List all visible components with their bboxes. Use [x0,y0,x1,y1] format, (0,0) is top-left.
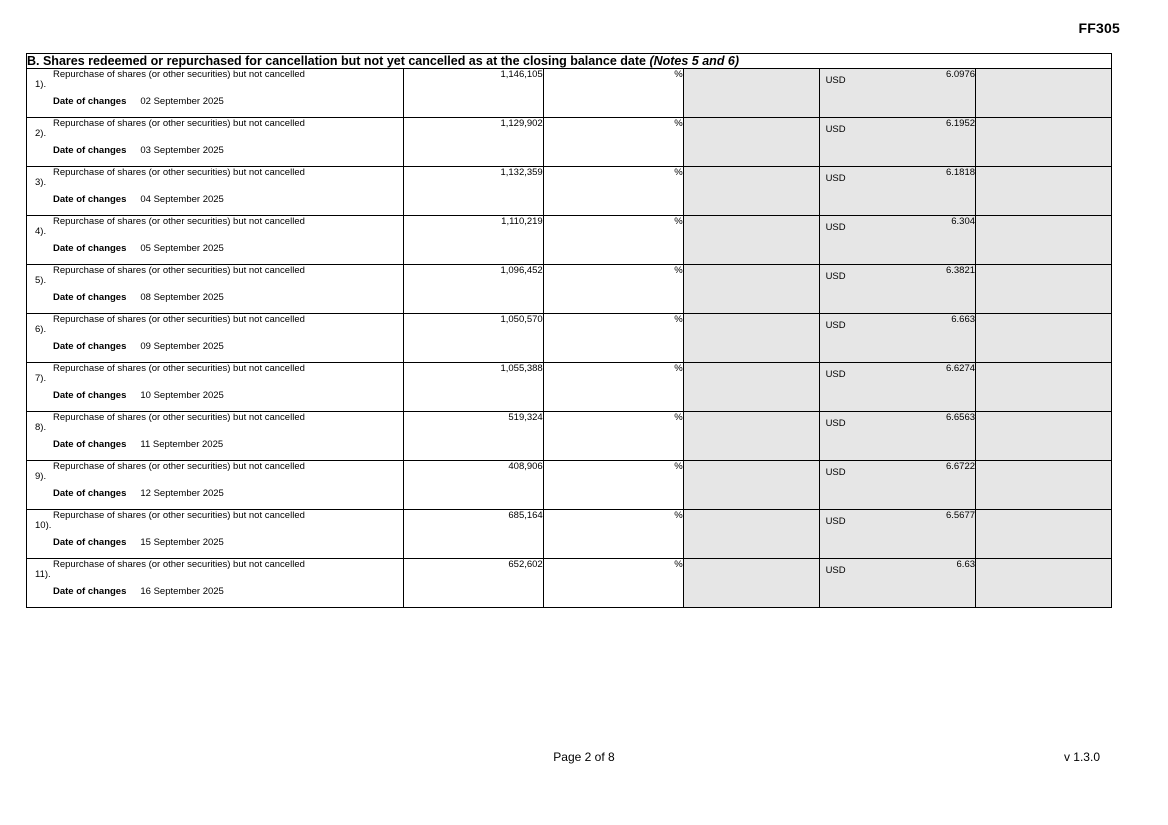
row-blank-cell-1 [683,314,819,363]
row-description-cell [27,461,404,510]
row-currency-cell [819,412,975,461]
row-quantity-cell: 1,055,388 [403,363,543,412]
date-of-changes-label: Date of changes [53,586,127,597]
shares-table [26,53,1112,608]
row-quantity-cell: 1,146,105 [403,69,543,118]
row-index: 5). [35,275,47,286]
row-amount-value: 6.663 [951,314,976,325]
table-section-header-row [27,54,1112,69]
table-row [27,363,1112,412]
table-row [27,118,1112,167]
row-description-text: Repurchase of shares (or other securities) but not cancelled [53,265,305,276]
row-index: 10). [35,520,52,531]
row-percent-cell: % [543,118,683,167]
row-blank-cell-2 [976,559,1112,608]
date-of-changes-line [27,537,403,548]
table-row [27,314,1112,363]
row-index: 9). [35,471,47,482]
row-currency-cell [819,265,975,314]
date-of-changes-value: 03 September 2025 [140,145,224,156]
date-of-changes-label: Date of changes [53,537,127,548]
date-of-changes-label: Date of changes [53,145,127,156]
row-description-text: Repurchase of shares (or other securities) but not cancelled [53,69,305,80]
row-currency-code: USD [825,467,846,478]
date-of-changes-value: 09 September 2025 [140,341,224,352]
date-of-changes-value: 16 September 2025 [140,586,224,597]
table-row [27,510,1112,559]
form-code: FF305 [1078,20,1120,36]
row-currency-code: USD [825,75,846,86]
row-blank-cell-2 [976,412,1112,461]
date-of-changes-value: 08 September 2025 [140,292,224,303]
row-amount-value: 6.304 [951,216,976,227]
row-quantity-cell: 1,110,219 [403,216,543,265]
date-of-changes-label: Date of changes [53,439,127,450]
footer-page-number: Page 2 of 8 [553,750,615,764]
row-amount-value: 6.6563 [945,412,976,423]
section-title: B. Shares redeemed or repurchased for cancellation but not yet cancelled as at the closing balance date [27,54,646,68]
date-of-changes-line [27,586,403,597]
row-percent-cell: % [543,314,683,363]
row-percent-cell: % [543,167,683,216]
row-percent-cell: % [543,412,683,461]
row-index: 7). [35,373,47,384]
date-of-changes-line [27,292,403,303]
row-blank-cell-2 [976,363,1112,412]
row-amount-value: 6.1952 [945,118,976,129]
row-percent-cell: % [543,461,683,510]
shares-table-container [26,53,1112,608]
row-percent-cell: % [543,559,683,608]
date-of-changes-line [27,194,403,205]
row-quantity-cell: 1,132,359 [403,167,543,216]
row-percent-cell: % [543,363,683,412]
date-of-changes-label: Date of changes [53,96,127,107]
row-blank-cell-2 [976,167,1112,216]
date-of-changes-label: Date of changes [53,488,127,499]
row-blank-cell-2 [976,69,1112,118]
date-of-changes-line [27,145,403,156]
row-currency-code: USD [825,124,846,135]
row-description-cell [27,412,404,461]
row-index: 2). [35,128,47,139]
section-header-cell [27,54,1112,69]
row-currency-cell [819,559,975,608]
date-of-changes-value: 10 September 2025 [140,390,224,401]
date-of-changes-label: Date of changes [53,194,127,205]
date-of-changes-line [27,243,403,254]
date-of-changes-line [27,488,403,499]
row-description-text: Repurchase of shares (or other securities) but not cancelled [53,461,305,472]
row-currency-cell [819,167,975,216]
row-index: 6). [35,324,47,335]
date-of-changes-value: 15 September 2025 [140,537,224,548]
row-blank-cell-1 [683,118,819,167]
row-blank-cell-1 [683,510,819,559]
row-description-text: Repurchase of shares (or other securities) but not cancelled [53,363,305,374]
date-of-changes-value: 12 September 2025 [140,488,224,499]
date-of-changes-label: Date of changes [53,243,127,254]
row-currency-cell [819,510,975,559]
row-amount-value: 6.63 [956,559,976,570]
row-index: 4). [35,226,47,237]
row-currency-cell [819,216,975,265]
date-of-changes-value: 02 September 2025 [140,96,224,107]
row-blank-cell-1 [683,559,819,608]
row-blank-cell-2 [976,314,1112,363]
row-quantity-cell: 1,050,570 [403,314,543,363]
row-description-text: Repurchase of shares (or other securities) but not cancelled [53,412,305,423]
row-amount-value: 6.5677 [945,510,976,521]
row-quantity-cell: 652,602 [403,559,543,608]
row-blank-cell-1 [683,461,819,510]
row-blank-cell-2 [976,510,1112,559]
row-description-text: Repurchase of shares (or other securities) but not cancelled [53,559,305,570]
row-currency-code: USD [825,222,846,233]
row-description-text: Repurchase of shares (or other securities) but not cancelled [53,118,305,129]
date-of-changes-value: 05 September 2025 [140,243,224,254]
row-currency-code: USD [825,418,846,429]
row-currency-code: USD [825,369,846,380]
row-description-cell [27,265,404,314]
row-description-cell [27,559,404,608]
row-quantity-cell: 1,129,902 [403,118,543,167]
row-amount-value: 6.3821 [945,265,976,276]
date-of-changes-line [27,390,403,401]
row-blank-cell-1 [683,69,819,118]
row-currency-code: USD [825,516,846,527]
row-currency-cell [819,363,975,412]
row-amount-value: 6.6274 [945,363,976,374]
row-description-cell [27,314,404,363]
date-of-changes-label: Date of changes [53,292,127,303]
row-amount-value: 6.0976 [945,69,976,80]
row-percent-cell: % [543,69,683,118]
row-quantity-cell: 408,906 [403,461,543,510]
row-description-cell [27,510,404,559]
row-quantity-cell: 1,096,452 [403,265,543,314]
table-row [27,412,1112,461]
row-description-text: Repurchase of shares (or other securities) but not cancelled [53,216,305,227]
row-currency-cell [819,461,975,510]
row-index: 11). [35,569,51,580]
row-description-text: Repurchase of shares (or other securities) but not cancelled [53,510,305,521]
row-percent-cell: % [543,510,683,559]
row-percent-cell: % [543,216,683,265]
row-percent-cell: % [543,265,683,314]
row-blank-cell-1 [683,265,819,314]
section-notes: (Notes 5 and 6) [649,54,740,68]
date-of-changes-line [27,96,403,107]
row-index: 3). [35,177,47,188]
footer-version: v 1.3.0 [1063,750,1100,764]
table-row [27,216,1112,265]
row-currency-cell [819,314,975,363]
row-description-text: Repurchase of shares (or other securities) but not cancelled [53,167,305,178]
row-description-cell [27,363,404,412]
row-amount-value: 6.1818 [945,167,976,178]
table-row [27,69,1112,118]
row-quantity-cell: 519,324 [403,412,543,461]
row-blank-cell-1 [683,363,819,412]
row-currency-cell [819,69,975,118]
row-currency-code: USD [825,173,846,184]
row-description-cell [27,69,404,118]
date-of-changes-line [27,341,403,352]
row-currency-code: USD [825,271,846,282]
row-index: 1). [35,79,47,90]
row-amount-value: 6.6722 [945,461,976,472]
row-currency-cell [819,118,975,167]
date-of-changes-value: 11 September 2025 [140,439,224,450]
row-blank-cell-1 [683,216,819,265]
table-row [27,167,1112,216]
row-currency-code: USD [825,565,846,576]
row-blank-cell-2 [976,265,1112,314]
row-description-cell [27,167,404,216]
date-of-changes-label: Date of changes [53,390,127,401]
table-row [27,461,1112,510]
row-quantity-cell: 685,164 [403,510,543,559]
row-index: 8). [35,422,47,433]
row-currency-code: USD [825,320,846,331]
row-blank-cell-2 [976,118,1112,167]
row-blank-cell-2 [976,461,1112,510]
table-row [27,265,1112,314]
row-blank-cell-1 [683,167,819,216]
row-description-cell [27,216,404,265]
date-of-changes-line [27,439,403,450]
row-blank-cell-1 [683,412,819,461]
row-blank-cell-2 [976,216,1112,265]
row-description-text: Repurchase of shares (or other securities) but not cancelled [53,314,305,325]
row-description-cell [27,118,404,167]
date-of-changes-label: Date of changes [53,341,127,352]
date-of-changes-value: 04 September 2025 [140,194,224,205]
table-row [27,559,1112,608]
